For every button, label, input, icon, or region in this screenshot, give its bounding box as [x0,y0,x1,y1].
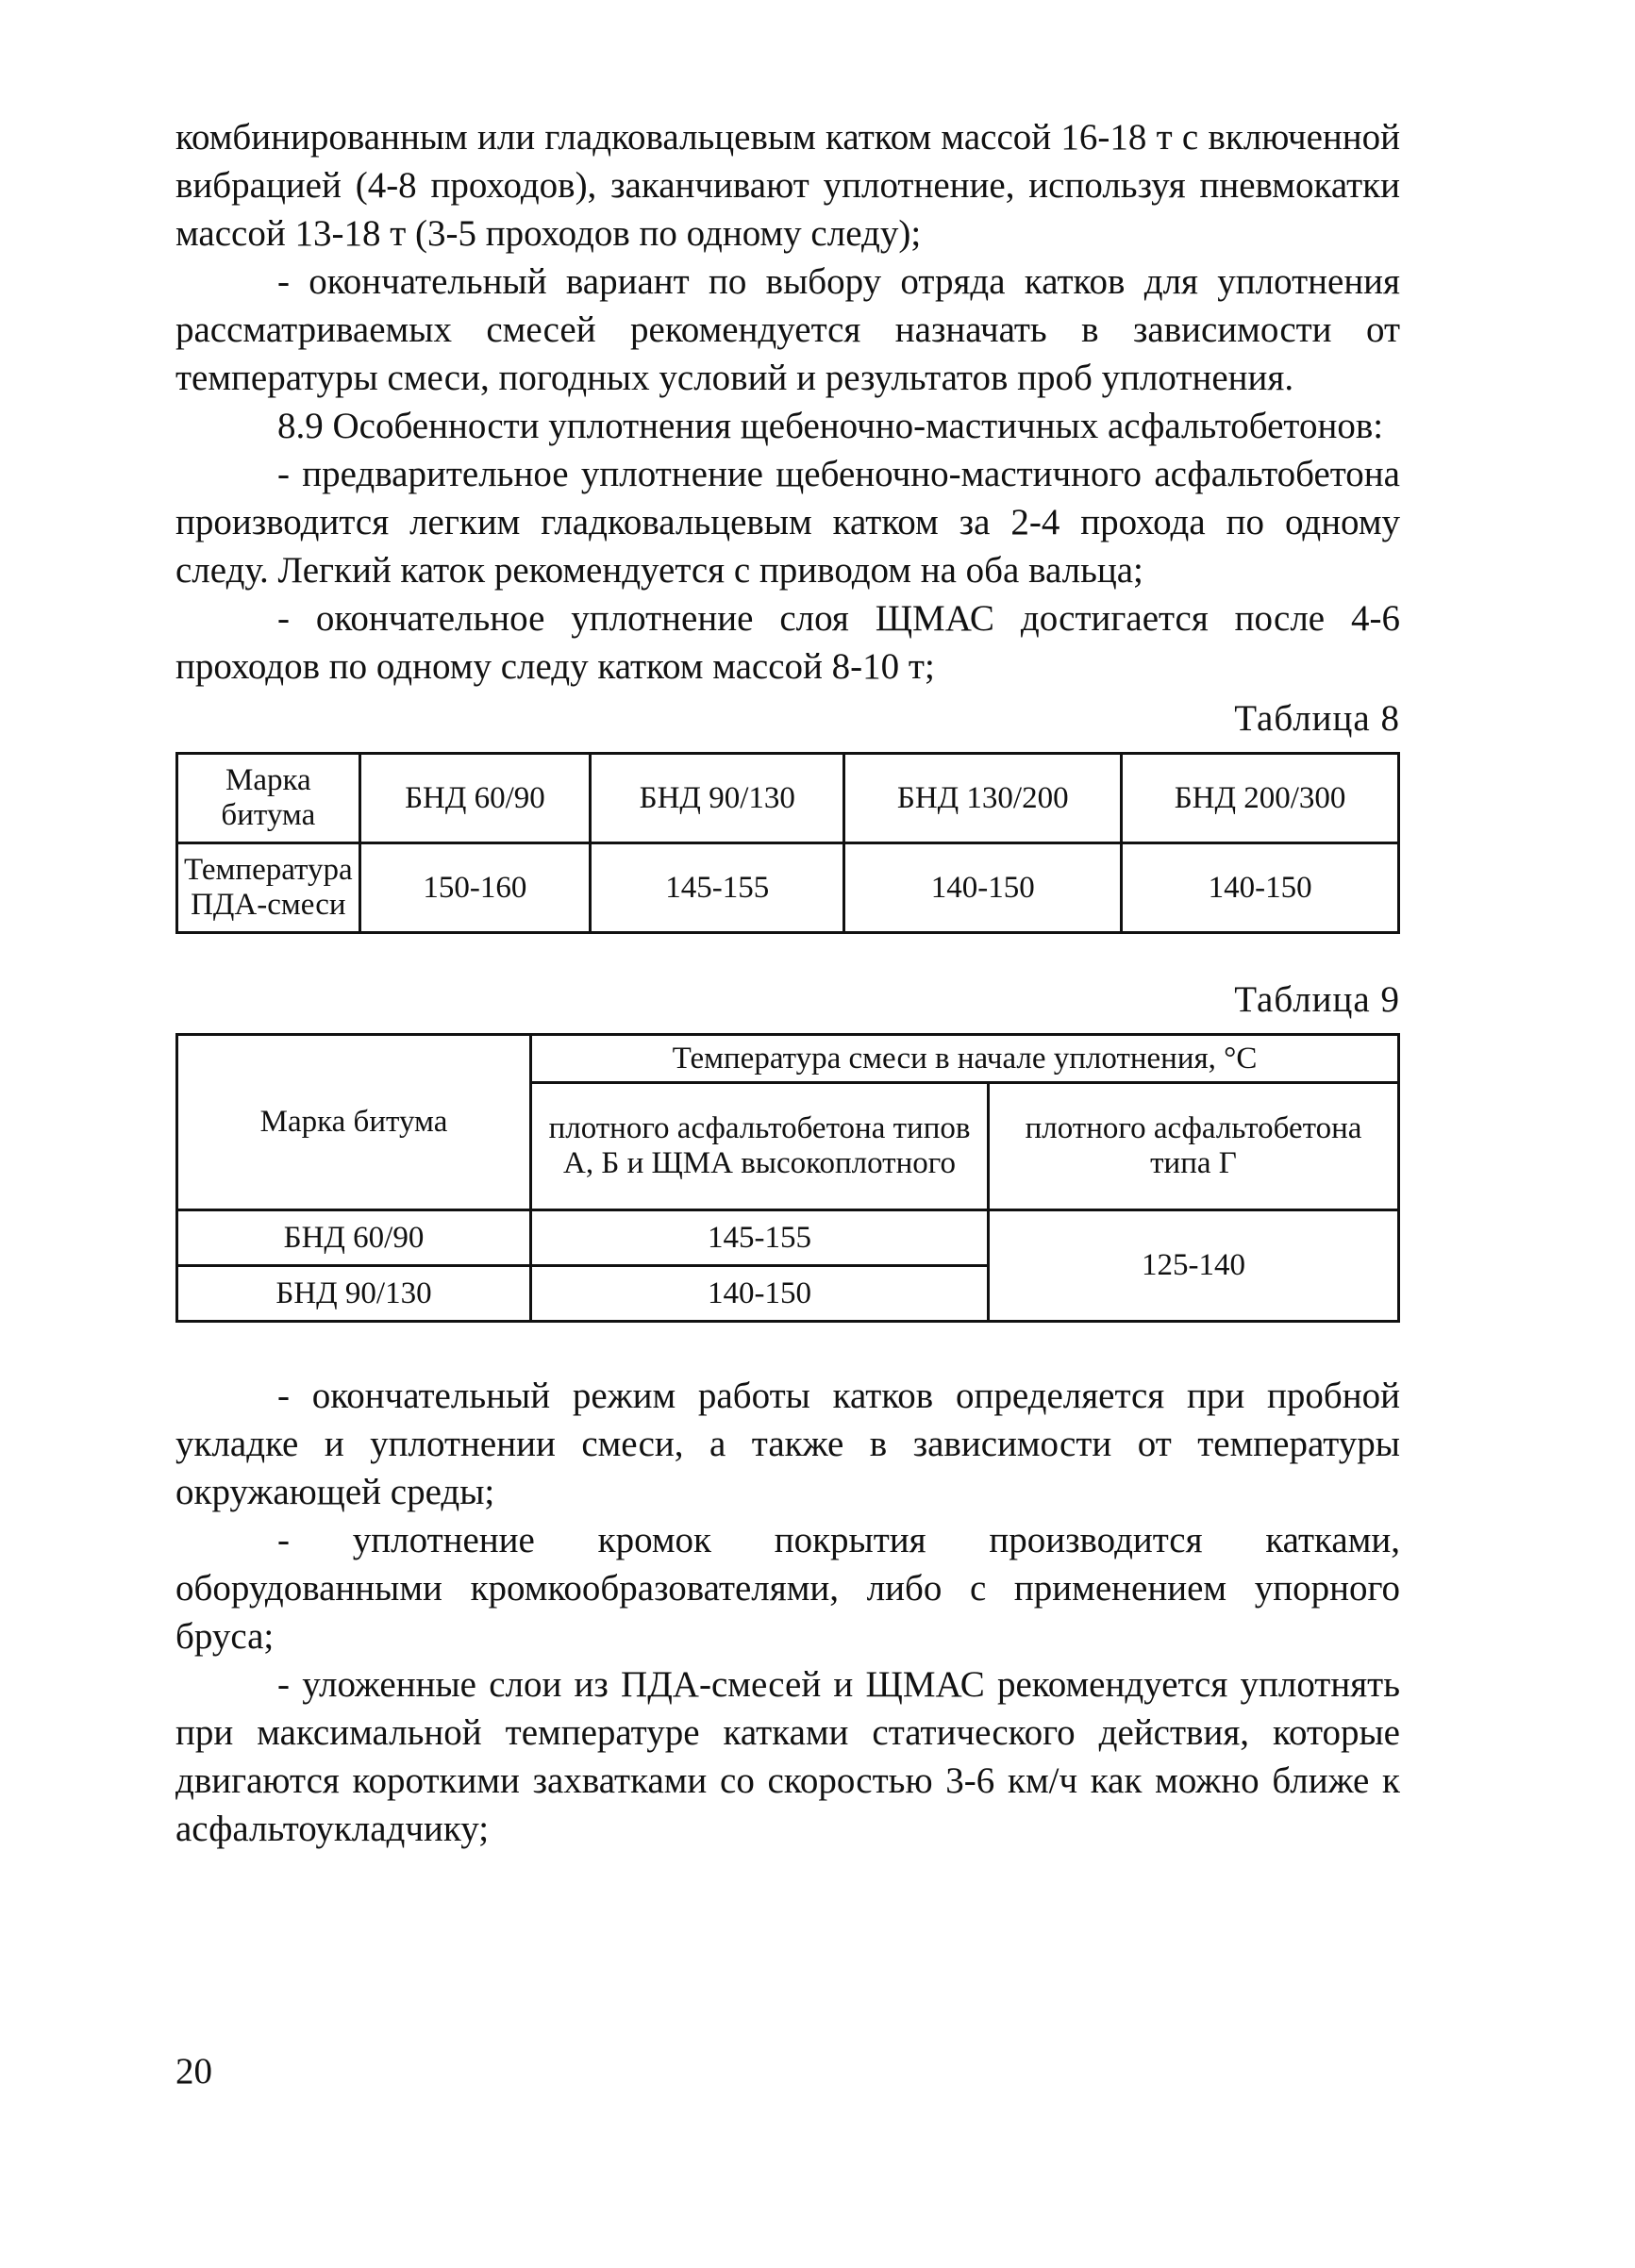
table-9-cell: БНД 60/90 [177,1210,531,1266]
page-body [175,113,1400,1853]
paragraph: - окончательный вариант по выбору отряда катков для уплотнения рассматриваемых смесей рекомендуется назначать в зависимости от температуры смеси, погодных условий и результатов проб уплотнения. [175,261,1400,398]
table-8-cell: 140-150 [844,843,1122,933]
table-9-cell: 140-150 [531,1266,989,1322]
table-8-column-header: БНД 200/300 [1122,754,1399,843]
table-row [177,1210,1399,1266]
table-8-column-header: БНД 130/200 [844,754,1122,843]
table-9-caption: Таблица 9 [1234,979,1400,1020]
section-heading: 8.9 Особенности уплотнения щебеночно-мастичных асфальтобетонов: [277,406,1384,446]
table-8-cell: 150-160 [359,843,591,933]
table-8-caption: Таблица 8 [1234,698,1400,739]
table-row [177,754,1399,843]
table-row [177,843,1399,933]
table-9-cell: 125-140 [989,1210,1399,1322]
table-8-column-header: БНД 60/90 [359,754,591,843]
table-9-column-header: плотного асфальтобетона типов А, Б и ЩМА высокоплотного [531,1083,989,1210]
table-9-cell: 145-155 [531,1210,989,1266]
paragraph: - уплотнение кромок покрытия производится катками, оборудованными кромкообразователями, либо с применением упорного бруса; [175,1520,1400,1657]
paragraph: комбинированным или гладковальцевым катком массой 16-18 т с включенной вибрацией (4-8 проходов), заканчивают уплотнение, используя пневмокатки массой 13-18 т (3-5 проходов по одному следу); [175,117,1400,254]
table-8-cell: 145-155 [591,843,844,933]
table-9-cell: БНД 90/130 [177,1266,531,1322]
table-8 [175,752,1400,934]
table-8-column-header: БНД 90/130 [591,754,844,843]
page-number: 20 [175,2051,212,2092]
table-9-column-header: плотного асфальтобетона типа Г [989,1083,1399,1210]
table-8-row-header: Температура ПДА-смеси [177,843,360,933]
table-8-cell: 140-150 [1122,843,1399,933]
table-9-group-header: Температура смеси в начале уплотнения, °С [531,1035,1399,1083]
table-9 [175,1033,1400,1323]
paragraph: - окончательное уплотнение слоя ЩМАС достигается после 4-6 проходов по одному следу катком массой 8-10 т; [175,598,1400,687]
table-9-column-header: Марка битума [177,1035,531,1210]
table-row [177,1035,1399,1083]
paragraph: - окончательный режим работы катков определяется при пробной укладке и уплотнении смеси, а также в зависимости от температуры окружающей среды; [175,1376,1400,1512]
paragraph: - предварительное уплотнение щебеночно-мастичного асфальтобетона производится легким гладковальцевым катком за 2-4 прохода по одному следу. Легкий каток рекомендуется с приводом на оба вальца; [175,454,1400,591]
table-8-row-header: Марка битума [177,754,360,843]
paragraph: - уложенные слои из ПДА-смесей и ЩМАС рекомендуется уплотнять при максимальной температуре катками статического действия, которые двигаются короткими захватками со скоростью 3-6 км/ч как можно ближе к асфальтоукладчику; [175,1664,1400,1849]
